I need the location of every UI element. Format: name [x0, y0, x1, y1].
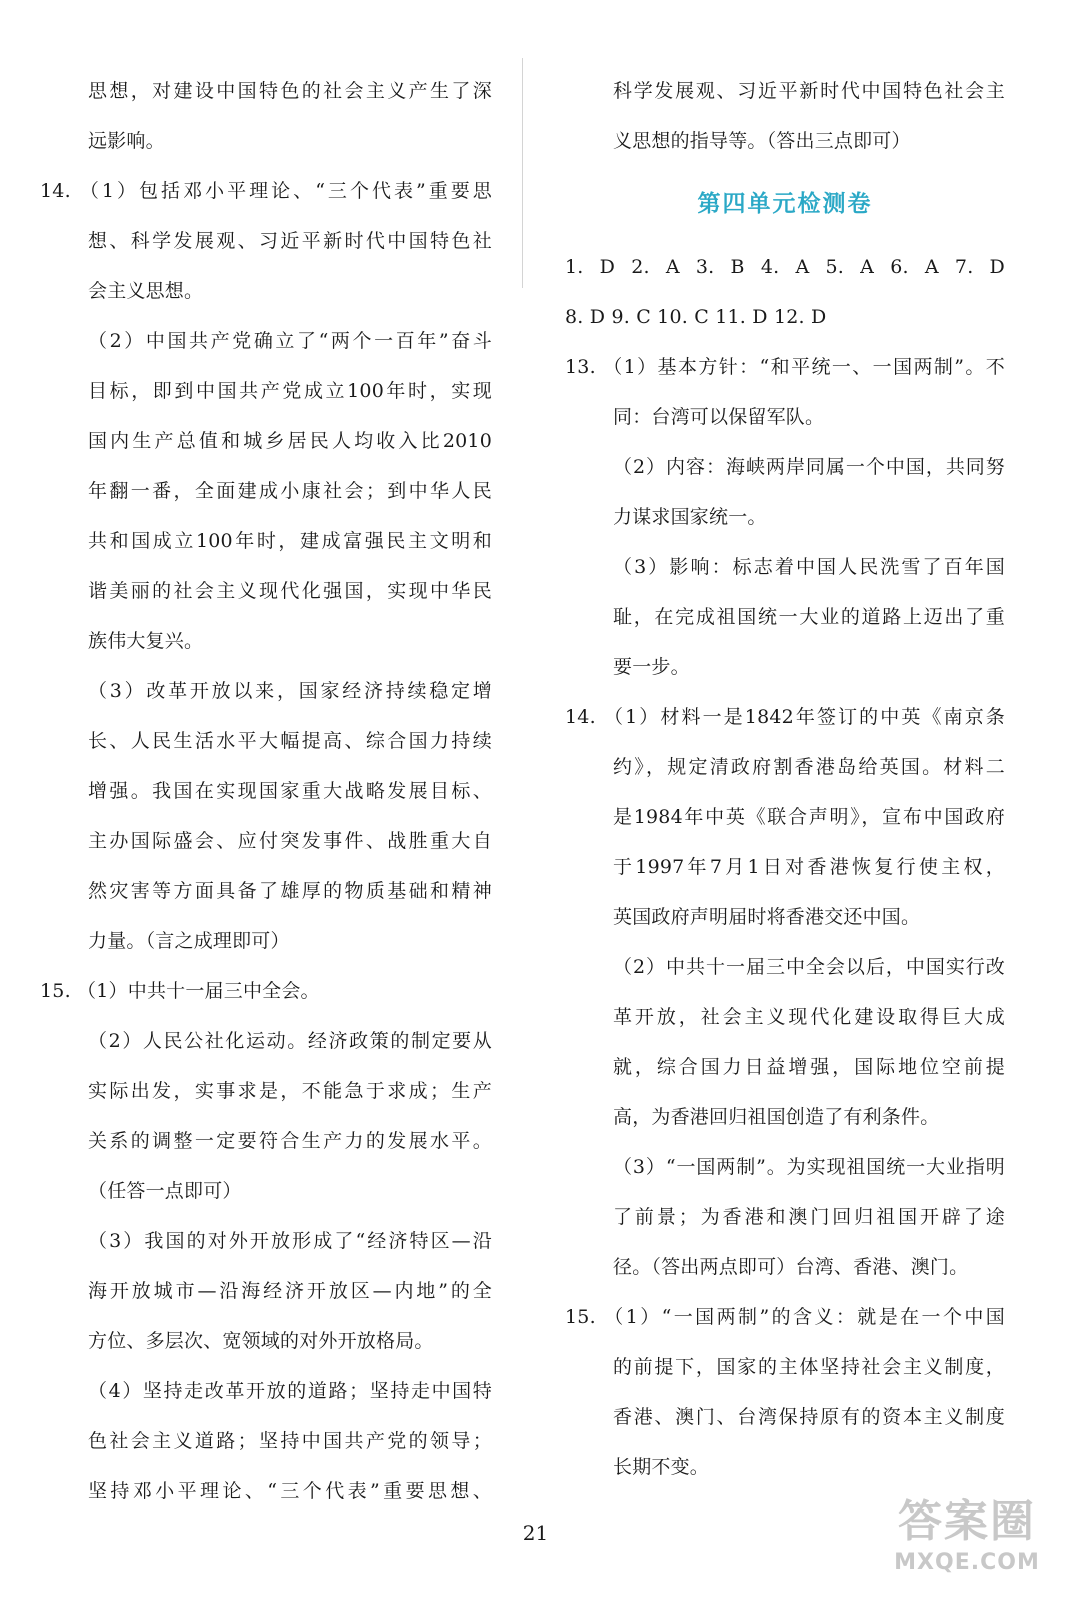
watermark-logo-text: 答案圈 — [898, 1496, 1036, 1547]
text-line: 会主义思想。 — [88, 280, 204, 302]
text-line: 约》，规定清政府割香港岛给英国。材料二 — [613, 756, 1005, 778]
text-line: 谐美丽的社会主义现代化强国，实现中华民 — [88, 580, 492, 602]
text-line: 高，为香港回归祖国创造了有利条件。 — [613, 1106, 940, 1128]
text-line: 然灾害等方面具备了雄厚的物质基础和精神 — [88, 880, 492, 902]
text-line: 坚持邓小平理论、“三个代表”重要思想、 — [88, 1480, 492, 1502]
text-line: 长、人民生活水平大幅提高、综合国力持续 — [88, 730, 492, 752]
text-line: 14. （1）包括邓小平理论、“三个代表”重要思 — [40, 180, 492, 202]
text-line: （2）人民公社化运动。经济政策的制定要从 — [88, 1030, 492, 1052]
text-line: 科学发展观、习近平新时代中国特色社会主 — [613, 80, 1005, 102]
text-line: 主办国际盛会、应付突发事件、战胜重大自 — [88, 830, 492, 852]
text-line: 力量。（言之成理即可） — [88, 930, 290, 952]
text-line: 就，综合国力日益增强，国际地位空前提 — [613, 1056, 1005, 1078]
text-line: 的前提下，国家的主体坚持社会主义制度， — [613, 1356, 1005, 1378]
text-line: 长期不变。 — [613, 1456, 710, 1478]
text-line: （3）“一国两制”。为实现祖国统一大业指明 — [613, 1156, 1005, 1178]
text-line: 是1984年中英《联合声明》，宣布中国政府 — [613, 806, 1005, 828]
text-line: 了前景；为香港和澳门回归祖国开辟了途 — [613, 1206, 1005, 1228]
text-line: （2）中国共产党确立了“两个一百年”奋斗 — [88, 330, 492, 352]
text-line: 力谋求国家统一。 — [613, 506, 767, 528]
text-line: 海开放城市—沿海经济开放区—内地”的全 — [88, 1280, 492, 1302]
text-line: 14. （1）材料一是1842年签订的中英《南京条 — [565, 706, 1005, 728]
text-line: 1. D 2. A 3. B 4. A 5. A 6. A 7. D — [565, 256, 1005, 278]
watermark-url: MXQE.COM — [894, 1550, 1040, 1575]
text-line: 8. D 9. C 10. C 11. D 12. D — [565, 306, 827, 328]
text-line: 族伟大复兴。 — [88, 630, 204, 652]
text-line: 增强。我国在实现国家重大战略发展目标、 — [88, 780, 492, 802]
text-line: 方位、多层次、宽领域的对外开放格局。 — [88, 1330, 434, 1352]
text-line: 英国政府声明届时将香港交还中国。 — [613, 906, 921, 928]
text-line: （3）我国的对外开放形成了“经济特区—沿 — [88, 1230, 492, 1252]
text-line: 同：台湾可以保留军队。 — [613, 406, 825, 428]
text-line: （任答一点即可） — [88, 1180, 242, 1202]
text-line: 关系的调整一定要符合生产力的发展水平。 — [88, 1130, 492, 1152]
text-line: 15. （1）中共十一届三中全会。 — [40, 980, 320, 1002]
text-line: 共和国成立100年时，建成富强民主文明和 — [88, 530, 492, 552]
text-line: 远影响。 — [88, 130, 165, 152]
text-line: 香港、澳门、台湾保持原有的资本主义制度 — [613, 1406, 1005, 1428]
text-line: 义思想的指导等。（答出三点即可） — [613, 130, 911, 152]
text-line: 思想，对建设中国特色的社会主义产生了深 — [88, 80, 492, 102]
right-column-continuation — [565, 66, 1005, 166]
right-column — [565, 66, 1005, 1492]
text-line: （3）改革开放以来，国家经济持续稳定增 — [88, 680, 492, 702]
text-line: 径。（答出两点即可）台湾、香港、澳门。 — [613, 1256, 969, 1278]
text-line: 色社会主义道路；坚持中国共产党的领导； — [88, 1430, 492, 1452]
text-line: （4）坚持走改革开放的道路；坚持走中国特 — [88, 1380, 492, 1402]
text-line: 目标，即到中国共产党成立100年时，实现 — [88, 380, 492, 402]
text-line: （2）中共十一届三中全会以后，中国实行改 — [613, 956, 1005, 978]
text-line: 15. （1）“一国两制”的含义：就是在一个中国 — [565, 1306, 1005, 1328]
page-number: 21 — [522, 1521, 549, 1545]
text-line: 于1997年7月1日对香港恢复行使主权， — [613, 856, 1005, 878]
text-line: 国内生产总值和城乡居民人均收入比2010 — [88, 430, 492, 452]
text-line: （3）影响：标志着中国人民洗雪了百年国 — [613, 556, 1005, 578]
watermark-logo — [872, 1495, 1062, 1587]
text-line: 13. （1）基本方针：“和平统一、一国两制”。不 — [565, 356, 1005, 378]
left-column — [40, 66, 492, 1516]
text-line: 年翻一番，全面建成小康社会；到中华人民 — [88, 480, 492, 502]
section-title: 第四单元检测卷 — [697, 191, 873, 217]
column-divider — [522, 58, 523, 288]
text-line: 革开放，社会主义现代化建设取得巨大成 — [613, 1006, 1005, 1028]
text-line: （2）内容：海峡两岸同属一个中国，共同努 — [613, 456, 1005, 478]
text-line: 想、科学发展观、习近平新时代中国特色社 — [88, 230, 492, 252]
unit-four-answers — [565, 242, 1005, 1492]
text-line: 要一步。 — [613, 656, 690, 678]
text-line: 实际出发，实事求是，不能急于求成；生产 — [88, 1080, 492, 1102]
text-line: 耻，在完成祖国统一大业的道路上迈出了重 — [613, 606, 1005, 628]
